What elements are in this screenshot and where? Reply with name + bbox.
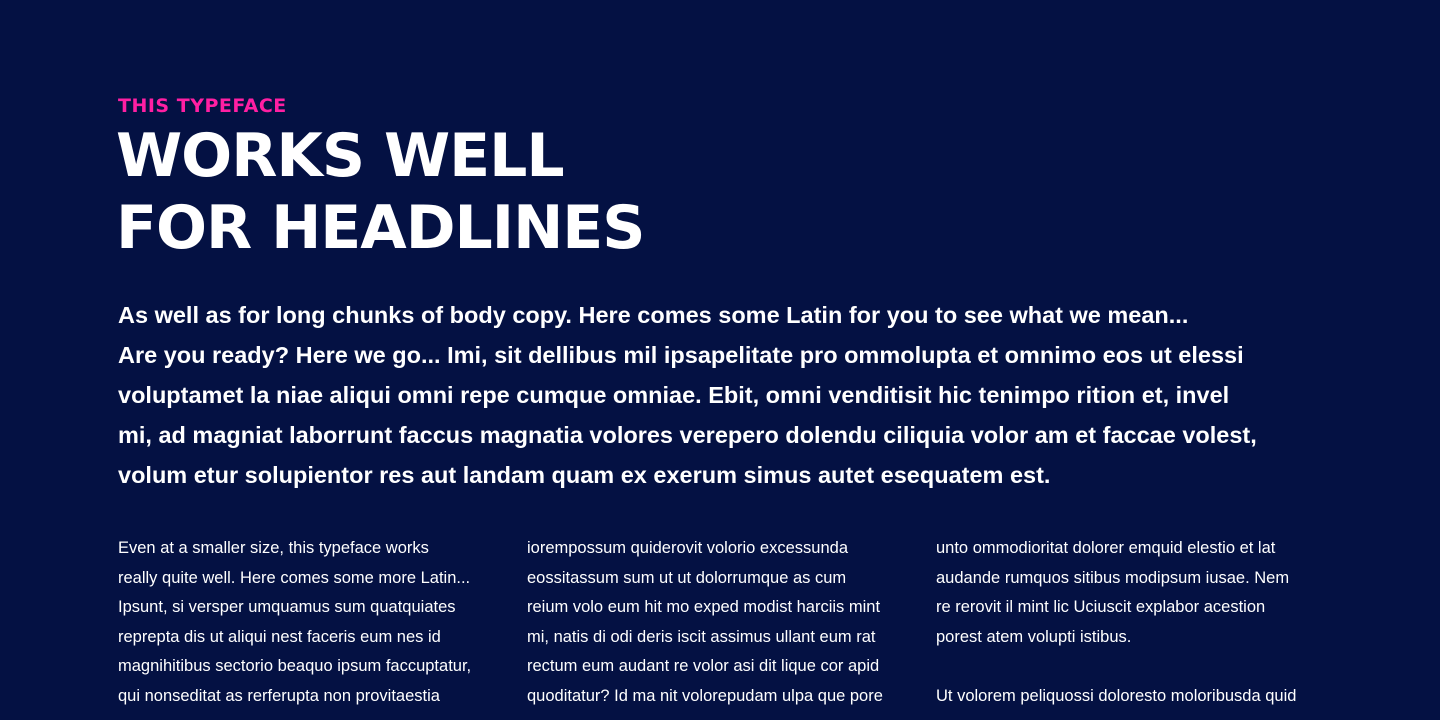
body-line: really quite well. Here comes some more Latin...	[118, 568, 471, 587]
headline-line-1: WORKS WELL	[116, 121, 564, 191]
headline	[116, 120, 645, 264]
lead-line: mi, ad magniat laborrunt faccus magnatia volores verepero dolendu ciliquia volor am et faccae volest,	[118, 422, 1257, 448]
body-line: magnihitibus sectorio beaquo ipsum faccuptatur,	[118, 657, 472, 675]
body-line: Ut volorem peliquossi doloresto moloribusda quid	[936, 686, 1297, 705]
paragraph-gap	[936, 652, 1336, 682]
body-column-2	[527, 534, 927, 711]
lead-line: Are you ready? Here we go... Imi, sit dellibus mil ipsapelitate pro ommolupta et omnimo eos ut elessi	[118, 342, 1244, 368]
body-line: iorempossum quiderovit volorio excessunda	[527, 539, 848, 557]
lead-paragraph	[118, 295, 1338, 495]
lead-line: As well as for long chunks of body copy. Here comes some Latin for you to see what we mean...	[118, 302, 1189, 328]
headline-line-2: FOR HEADLINES	[116, 193, 645, 263]
body-line: reprepta dis ut aliqui nest faceris eum nes id	[118, 627, 441, 646]
body-line: re rerovit il mint lic Uciuscit explabor acestion	[936, 598, 1266, 616]
eyebrow-label: THIS TYPEFACE	[118, 95, 287, 117]
body-line: rectum eum audant re volor asi dit lique cor apid	[527, 657, 880, 675]
body-line: Ipsunt, si versper umquamus sum quatquiates	[118, 598, 456, 616]
body-line: reium volo eum hit mo exped modist harciis mint	[527, 598, 881, 616]
body-line: qui nonseditat as rerferupta non provitaestia	[118, 686, 440, 705]
body-line: quoditatur? Id ma nit volorepudam ulpa que pore	[527, 686, 883, 705]
body-line: porest atem volupti istibus.	[936, 627, 1132, 646]
body-line: Even at a smaller size, this typeface works	[118, 539, 429, 557]
body-line: eossitassum sum ut ut dolorrumque as cum	[527, 568, 847, 587]
body-column-1	[118, 534, 518, 711]
body-column-3	[936, 534, 1336, 711]
lead-line: voluptamet la niae aliqui omni repe cumque omniae. Ebit, omni venditisit hic tenimpo rition et, invel	[118, 382, 1230, 408]
body-line: mi, natis di odi deris iscit assimus ullant eum rat	[527, 627, 876, 646]
body-line: unto ommodioritat dolorer emquid elestio et lat	[936, 539, 1276, 557]
body-line: audande rumquos sitibus modipsum iusae. Nem	[936, 568, 1290, 587]
lead-line: volum etur solupientor res aut landam quam ex exerum simus autet esequatem est.	[118, 462, 1051, 488]
